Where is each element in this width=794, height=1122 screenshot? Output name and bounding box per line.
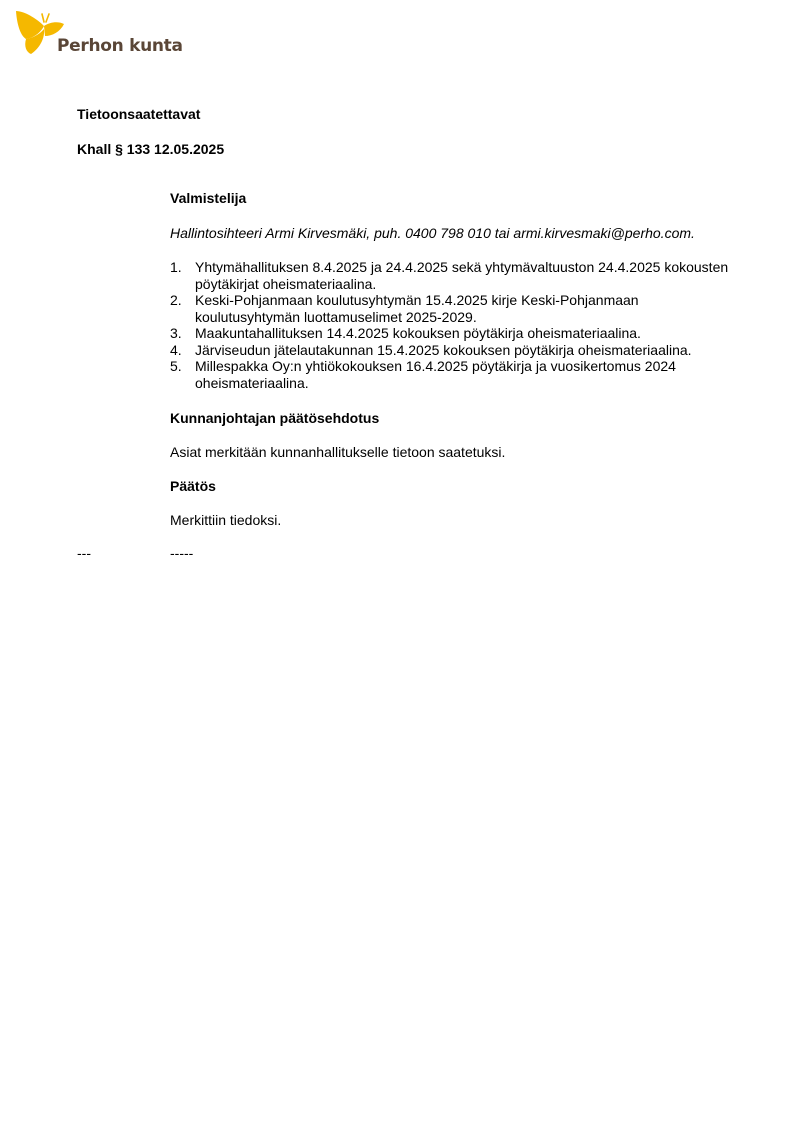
list-item-number: 4. (170, 341, 182, 358)
list-item-text: Maakuntahallituksen 14.4.2025 kokouksen pöytäkirja oheismateriaalina. (195, 325, 641, 341)
proposal-block (170, 444, 730, 461)
list-item (170, 342, 730, 359)
attachment-list-block (170, 259, 730, 391)
preparer-text: Hallintosihteeri Armi Kirvesmäki, puh. 0400 798 010 tai armi.kirvesmaki@perho.com. (170, 225, 695, 241)
list-item (170, 358, 730, 391)
proposal-heading-text: Kunnanjohtajan päätösehdotus (170, 410, 380, 426)
proposal-text: Asiat merkitään kunnanhallitukselle tietoon saatetuksi. (170, 444, 506, 460)
logo-text: Perhon kunta (57, 36, 183, 56)
municipality-logo (14, 8, 184, 58)
list-item-text: Keski-Pohjanmaan koulutusyhtymän 15.4.2025 kirje Keski-Pohjanmaan koulutusyhtymän luottamuselimet 2025-2029. (195, 292, 639, 325)
list-item-number: 2. (170, 292, 182, 308)
list-item-text: Yhtymähallituksen 8.4.2025 ja 24.4.2025 sekä yhtymävaltuuston 24.4.2025 kokousten pöytäkirjat oheismateriaalina. (195, 259, 729, 292)
list-item-text: Millespakka Oy:n yhtiökokouksen 16.4.2025 pöytäkirja ja vuosikertomus 2024 oheismateriaalina. (195, 358, 676, 391)
list-item (170, 325, 730, 342)
attachment-list (170, 259, 730, 391)
list-item-text: Järviseudun jätelautakunnan 15.4.2025 kokouksen pöytäkirja oheismateriaalina. (195, 341, 692, 358)
decision-text: Merkittiin tiedoksi. (170, 512, 282, 528)
list-item-number: 1. (170, 259, 182, 275)
list-item (170, 259, 730, 292)
section-identifier: Khall § 133 12.05.2025 (77, 141, 225, 157)
decision-block (170, 512, 730, 529)
preparer-block (170, 225, 730, 242)
list-item-number: 3. (170, 325, 182, 341)
separator-left: --- (77, 545, 91, 561)
preparer-heading (170, 190, 730, 207)
list-item (170, 292, 730, 325)
decision-heading (170, 478, 730, 495)
decision-heading-text: Päätös (170, 478, 216, 494)
preparer-heading-text: Valmistelija (170, 190, 247, 206)
proposal-heading (170, 410, 730, 427)
list-item-number: 5. (170, 358, 182, 374)
document-topic: Tietoonsaatettavat (77, 106, 201, 122)
separator-right: ----- (170, 545, 194, 561)
